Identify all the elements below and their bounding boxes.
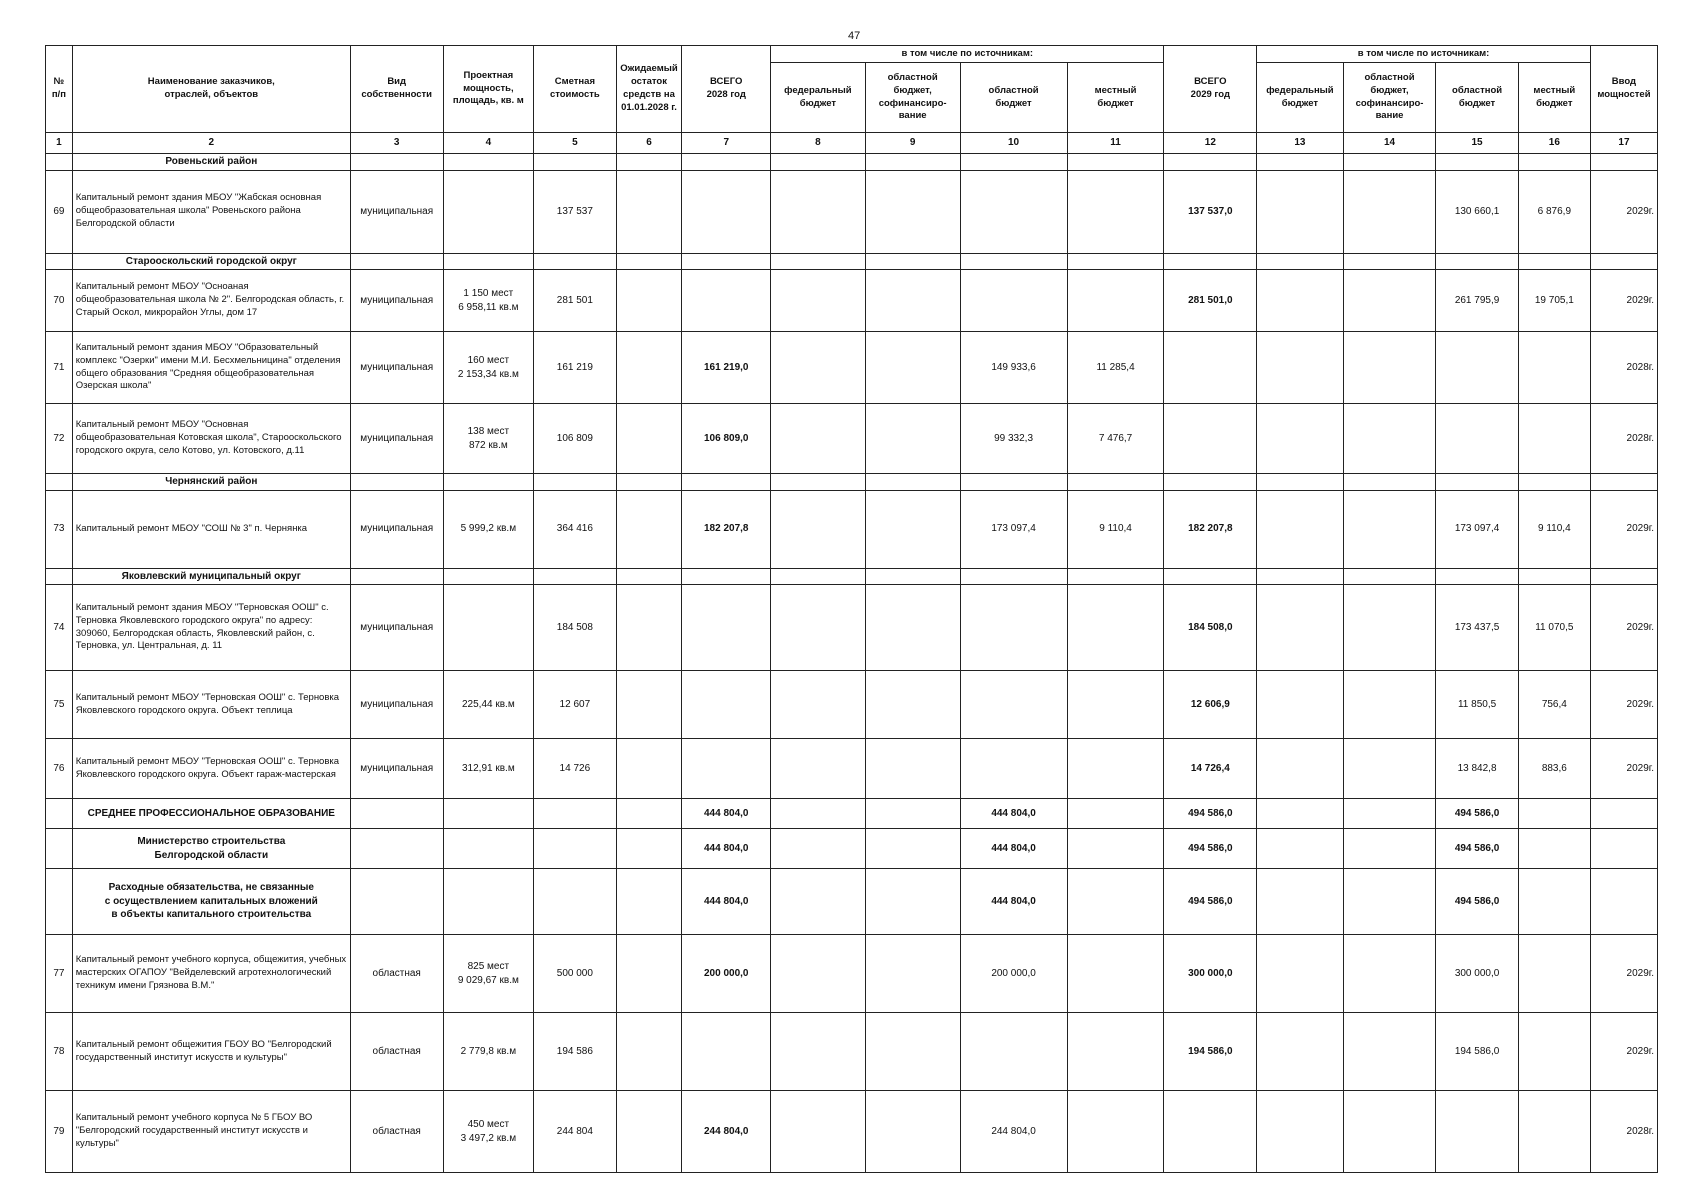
section-title: Яковлевский муниципальный округ [72, 568, 350, 585]
regional-2029: 130 660,1 [1436, 170, 1518, 253]
regional-cofin-2029 [1343, 935, 1436, 1013]
colnum-15: 15 [1436, 133, 1518, 154]
federal-2028 [771, 1091, 866, 1173]
header-regional-cofin-2029: областной бюджет, софинансиро- вание [1343, 63, 1436, 133]
local-2029 [1518, 935, 1590, 1013]
header-name: Наименование заказчиков, отраслей, объектов [72, 46, 350, 133]
summary-total-2029: 494 586,0 [1164, 869, 1257, 935]
commissioning-year: 2028г. [1590, 332, 1657, 404]
local-2028 [1067, 935, 1164, 1013]
object-name: Капитальный ремонт учебного корпуса № 5 ГБОУ ВО "Белгородский государственный институт искусств и культуры" [72, 1091, 350, 1173]
section-row [46, 253, 1658, 270]
estimate-cost: 244 804 [534, 1091, 616, 1173]
regional-cofin-2028 [865, 935, 960, 1013]
regional-2028: 173 097,4 [960, 490, 1067, 568]
summary-total-2029: 494 586,0 [1164, 829, 1257, 869]
summary-row-spo [46, 799, 1658, 829]
local-2028 [1067, 270, 1164, 332]
total-2028 [682, 739, 771, 799]
summary-row-expenses [46, 869, 1658, 935]
local-2028: 11 285,4 [1067, 332, 1164, 404]
commissioning-year: 2029г. [1590, 739, 1657, 799]
regional-2029 [1436, 332, 1518, 404]
estimate-cost: 364 416 [534, 490, 616, 568]
section-title: Ровеньский район [72, 154, 350, 171]
expected-balance [616, 490, 682, 568]
capacity [443, 170, 534, 253]
federal-2029 [1257, 270, 1344, 332]
header-ownership: Вид собственности [350, 46, 443, 133]
investment-table [45, 45, 1658, 1173]
total-2028: 106 809,0 [682, 404, 771, 474]
estimate-cost: 106 809 [534, 404, 616, 474]
ownership: муниципальная [350, 270, 443, 332]
regional-cofin-2029 [1343, 404, 1436, 474]
colnum-1: 1 [46, 133, 73, 154]
total-2029 [1164, 332, 1257, 404]
regional-2028 [960, 671, 1067, 739]
federal-2029 [1257, 739, 1344, 799]
table-row [46, 170, 1658, 253]
regional-2028: 149 933,6 [960, 332, 1067, 404]
local-2029: 6 876,9 [1518, 170, 1590, 253]
expected-balance [616, 170, 682, 253]
commissioning-year: 2029г. [1590, 270, 1657, 332]
estimate-cost: 500 000 [534, 935, 616, 1013]
regional-2029: 194 586,0 [1436, 1013, 1518, 1091]
regional-2028 [960, 270, 1067, 332]
ownership: муниципальная [350, 332, 443, 404]
expected-balance [616, 332, 682, 404]
colnum-17: 17 [1590, 133, 1657, 154]
object-name: Капитальный ремонт МБОУ "Осноаная общеобразовательная школа № 2". Белгородская область, г. Старый Оскол, микрорайон Углы, дом 17 [72, 270, 350, 332]
capacity: 312,91 кв.м [443, 739, 534, 799]
local-2028: 7 476,7 [1067, 404, 1164, 474]
local-2029 [1518, 1013, 1590, 1091]
estimate-cost: 137 537 [534, 170, 616, 253]
federal-2029 [1257, 1013, 1344, 1091]
regional-2028: 244 804,0 [960, 1091, 1067, 1173]
summary-regional-2029: 494 586,0 [1436, 829, 1518, 869]
local-2028 [1067, 170, 1164, 253]
object-name: Капитальный ремонт общежития ГБОУ ВО "Белгородский государственный институт искусств и культуры" [72, 1013, 350, 1091]
header-regional-2029: областной бюджет [1436, 63, 1518, 133]
regional-cofin-2028 [865, 739, 960, 799]
table-row [46, 1013, 1658, 1091]
federal-2029 [1257, 935, 1344, 1013]
local-2029 [1518, 1091, 1590, 1173]
table-row [46, 490, 1658, 568]
regional-cofin-2028 [865, 1091, 960, 1173]
colnum-13: 13 [1257, 133, 1344, 154]
federal-2029 [1257, 490, 1344, 568]
regional-2028: 99 332,3 [960, 404, 1067, 474]
object-name: Капитальный ремонт МБОУ "СОШ № 3" п. Чернянка [72, 490, 350, 568]
estimate-cost: 281 501 [534, 270, 616, 332]
expected-balance [616, 671, 682, 739]
commissioning-year: 2029г. [1590, 1013, 1657, 1091]
commissioning-year: 2029г. [1590, 585, 1657, 671]
federal-2028 [771, 404, 866, 474]
federal-2029 [1257, 332, 1344, 404]
regional-cofin-2028 [865, 1013, 960, 1091]
federal-2028 [771, 270, 866, 332]
federal-2028 [771, 332, 866, 404]
colnum-2: 2 [72, 133, 350, 154]
regional-2029: 13 842,8 [1436, 739, 1518, 799]
regional-cofin-2028 [865, 170, 960, 253]
local-2029: 9 110,4 [1518, 490, 1590, 568]
header-estimate: Сметная стоимость [534, 46, 616, 133]
regional-cofin-2028 [865, 671, 960, 739]
commissioning-year: 2029г. [1590, 671, 1657, 739]
capacity [443, 585, 534, 671]
regional-2028 [960, 585, 1067, 671]
local-2028 [1067, 585, 1164, 671]
federal-2029 [1257, 404, 1344, 474]
federal-2028 [771, 170, 866, 253]
object-name: Капитальный ремонт учебного корпуса, общежития, учебных мастерских ОГАПОУ "Вейделевский агротехнологический техникум имени Грязнова В.М." [72, 935, 350, 1013]
estimate-cost: 14 726 [534, 739, 616, 799]
row-number: 79 [46, 1091, 73, 1173]
total-2028 [682, 270, 771, 332]
ownership: областная [350, 1013, 443, 1091]
regional-cofin-2028 [865, 332, 960, 404]
colnum-11: 11 [1067, 133, 1164, 154]
expected-balance [616, 739, 682, 799]
total-2028: 182 207,8 [682, 490, 771, 568]
local-2028 [1067, 671, 1164, 739]
header-federal-2029: федеральный бюджет [1257, 63, 1344, 133]
row-number: 69 [46, 170, 73, 253]
regional-2028 [960, 739, 1067, 799]
capacity: 1 150 мест 6 958,11 кв.м [443, 270, 534, 332]
regional-cofin-2029 [1343, 585, 1436, 671]
federal-2028 [771, 935, 866, 1013]
row-number: 78 [46, 1013, 73, 1091]
total-2029: 300 000,0 [1164, 935, 1257, 1013]
colnum-16: 16 [1518, 133, 1590, 154]
column-numbers-row [46, 133, 1658, 154]
colnum-9: 9 [865, 133, 960, 154]
summary-total-2028: 444 804,0 [682, 829, 771, 869]
summary-total-2028: 444 804,0 [682, 799, 771, 829]
regional-cofin-2029 [1343, 270, 1436, 332]
total-2028: 244 804,0 [682, 1091, 771, 1173]
regional-cofin-2029 [1343, 490, 1436, 568]
total-2028 [682, 170, 771, 253]
local-2029 [1518, 404, 1590, 474]
federal-2029 [1257, 585, 1344, 671]
total-2029 [1164, 404, 1257, 474]
estimate-cost: 194 586 [534, 1013, 616, 1091]
local-2028 [1067, 739, 1164, 799]
capacity: 138 мест 872 кв.м [443, 404, 534, 474]
expected-balance [616, 270, 682, 332]
ownership: муниципальная [350, 585, 443, 671]
ownership: областная [350, 1091, 443, 1173]
capacity: 5 999,2 кв.м [443, 490, 534, 568]
colnum-3: 3 [350, 133, 443, 154]
expected-balance [616, 935, 682, 1013]
table-row [46, 1091, 1658, 1173]
total-2029: 12 606,9 [1164, 671, 1257, 739]
regional-2029: 173 097,4 [1436, 490, 1518, 568]
federal-2029 [1257, 1091, 1344, 1173]
object-name: Капитальный ремонт МБОУ "Терновская ООШ" с. Терновка Яковлевского городского округа. Объект теплица [72, 671, 350, 739]
header-commissioning: Ввод мощностей [1590, 46, 1657, 133]
row-number: 70 [46, 270, 73, 332]
capacity: 825 мест 9 029,67 кв.м [443, 935, 534, 1013]
header-total-2029: ВСЕГО 2029 год [1164, 46, 1257, 133]
table-row [46, 332, 1658, 404]
row-number: 74 [46, 585, 73, 671]
capacity: 160 мест 2 153,34 кв.м [443, 332, 534, 404]
section-row [46, 568, 1658, 585]
regional-2028: 200 000,0 [960, 935, 1067, 1013]
row-number: 75 [46, 671, 73, 739]
summary-regional-2028: 444 804,0 [960, 869, 1067, 935]
header-local-2028: местный бюджет [1067, 63, 1164, 133]
table-row [46, 935, 1658, 1013]
expected-balance [616, 1013, 682, 1091]
total-2029: 184 508,0 [1164, 585, 1257, 671]
ownership: муниципальная [350, 170, 443, 253]
row-number: 73 [46, 490, 73, 568]
header-expected: Ожидаемый остаток средств на 01.01.2028 г. [616, 46, 682, 133]
regional-cofin-2028 [865, 585, 960, 671]
federal-2029 [1257, 671, 1344, 739]
federal-2028 [771, 739, 866, 799]
local-2028 [1067, 1091, 1164, 1173]
commissioning-year: 2029г. [1590, 170, 1657, 253]
summary-total-2028: 444 804,0 [682, 869, 771, 935]
local-2029: 11 070,5 [1518, 585, 1590, 671]
header-num: № п/п [46, 46, 73, 133]
object-name: Капитальный ремонт здания МБОУ "Образовательный комплекс "Озерки" имени М.И. Бесхмельницина" отделения общего образования "Средняя общеобразовательная Озерская школа" [72, 332, 350, 404]
regional-cofin-2029 [1343, 332, 1436, 404]
total-2028: 200 000,0 [682, 935, 771, 1013]
ownership: муниципальная [350, 404, 443, 474]
local-2029: 756,4 [1518, 671, 1590, 739]
local-2029 [1518, 332, 1590, 404]
section-title: Старооскольский городской округ [72, 253, 350, 270]
summary-regional-2028: 444 804,0 [960, 829, 1067, 869]
section-row [46, 474, 1658, 491]
row-number: 71 [46, 332, 73, 404]
row-number: 72 [46, 404, 73, 474]
summary-title: СРЕДНЕЕ ПРОФЕССИОНАЛЬНОЕ ОБРАЗОВАНИЕ [72, 799, 350, 829]
commissioning-year: 2029г. [1590, 490, 1657, 568]
federal-2028 [771, 671, 866, 739]
colnum-5: 5 [534, 133, 616, 154]
object-name: Капитальный ремонт здания МБОУ "Терновская ООШ" с. Терновка Яковлевского городского округа" по адресу: 309060, Белгородская область, Яковлевский район, с. Терновка, ул. Центральная, д. 11 [72, 585, 350, 671]
total-2028: 161 219,0 [682, 332, 771, 404]
header-regional-2028: областной бюджет [960, 63, 1067, 133]
expected-balance [616, 404, 682, 474]
regional-cofin-2028 [865, 404, 960, 474]
object-name: Капитальный ремонт МБОУ "Основная общеобразовательная Котовская школа", Старооскольского городского округа, село Котово, ул. Котовского, д.11 [72, 404, 350, 474]
regional-cofin-2029 [1343, 1013, 1436, 1091]
section-title: Чернянский район [72, 474, 350, 491]
federal-2028 [771, 585, 866, 671]
regional-2029: 300 000,0 [1436, 935, 1518, 1013]
ownership: областная [350, 935, 443, 1013]
summary-regional-2029: 494 586,0 [1436, 799, 1518, 829]
header-capacity: Проектная мощность, площадь, кв. м [443, 46, 534, 133]
regional-2029: 173 437,5 [1436, 585, 1518, 671]
row-number: 77 [46, 935, 73, 1013]
regional-cofin-2029 [1343, 739, 1436, 799]
table-row [46, 270, 1658, 332]
table-row [46, 671, 1658, 739]
regional-2028 [960, 1013, 1067, 1091]
header-local-2029: местный бюджет [1518, 63, 1590, 133]
federal-2029 [1257, 170, 1344, 253]
regional-2029: 261 795,9 [1436, 270, 1518, 332]
regional-cofin-2029 [1343, 170, 1436, 253]
capacity: 450 мест 3 497,2 кв.м [443, 1091, 534, 1173]
federal-2028 [771, 490, 866, 568]
colnum-7: 7 [682, 133, 771, 154]
colnum-14: 14 [1343, 133, 1436, 154]
colnum-8: 8 [771, 133, 866, 154]
table-row [46, 585, 1658, 671]
summary-regional-2028: 444 804,0 [960, 799, 1067, 829]
total-2029: 194 586,0 [1164, 1013, 1257, 1091]
total-2029: 14 726,4 [1164, 739, 1257, 799]
section-row [46, 154, 1658, 171]
header-sources-2029: в том числе по источникам: [1257, 46, 1591, 63]
header-sources-2028: в том числе по источникам: [771, 46, 1164, 63]
header-total-2028: ВСЕГО 2028 год [682, 46, 771, 133]
regional-2029 [1436, 404, 1518, 474]
object-name: Капитальный ремонт здания МБОУ "Жабская основная общеобразовательная школа" Ровеньского района Белгородской области [72, 170, 350, 253]
regional-2028 [960, 170, 1067, 253]
header-regional-cofin-2028: областной бюджет, софинансиро- вание [865, 63, 960, 133]
row-number: 76 [46, 739, 73, 799]
local-2028 [1067, 1013, 1164, 1091]
regional-cofin-2029 [1343, 671, 1436, 739]
object-name: Капитальный ремонт МБОУ "Терновская ООШ" с. Терновка Яковлевского городского округа. Объект гараж-мастерская [72, 739, 350, 799]
regional-cofin-2028 [865, 490, 960, 568]
ownership: муниципальная [350, 739, 443, 799]
local-2028: 9 110,4 [1067, 490, 1164, 568]
header-federal-2028: федеральный бюджет [771, 63, 866, 133]
colnum-12: 12 [1164, 133, 1257, 154]
local-2029: 883,6 [1518, 739, 1590, 799]
total-2029: 182 207,8 [1164, 490, 1257, 568]
expected-balance [616, 1091, 682, 1173]
ownership: муниципальная [350, 490, 443, 568]
capacity: 225,44 кв.м [443, 671, 534, 739]
regional-cofin-2029 [1343, 1091, 1436, 1173]
estimate-cost: 184 508 [534, 585, 616, 671]
regional-2029 [1436, 1091, 1518, 1173]
capacity: 2 779,8 кв.м [443, 1013, 534, 1091]
estimate-cost: 12 607 [534, 671, 616, 739]
summary-regional-2029: 494 586,0 [1436, 869, 1518, 935]
summary-title: Министерство строительства Белгородской области [72, 829, 350, 869]
total-2028 [682, 585, 771, 671]
header-row-1 [46, 46, 1658, 63]
regional-2029: 11 850,5 [1436, 671, 1518, 739]
page-number: 47 [848, 30, 861, 42]
table-row [46, 739, 1658, 799]
local-2029: 19 705,1 [1518, 270, 1590, 332]
summary-row-ministry [46, 829, 1658, 869]
colnum-10: 10 [960, 133, 1067, 154]
total-2029: 281 501,0 [1164, 270, 1257, 332]
estimate-cost: 161 219 [534, 332, 616, 404]
colnum-6: 6 [616, 133, 682, 154]
commissioning-year: 2029г. [1590, 935, 1657, 1013]
total-2028 [682, 1013, 771, 1091]
commissioning-year: 2028г. [1590, 1091, 1657, 1173]
regional-cofin-2028 [865, 270, 960, 332]
expected-balance [616, 585, 682, 671]
table-row [46, 404, 1658, 474]
summary-title: Расходные обязательства, не связанные с осуществлением капитальных вложений в объекты капитального строительства [72, 869, 350, 935]
commissioning-year: 2028г. [1590, 404, 1657, 474]
federal-2028 [771, 1013, 866, 1091]
colnum-4: 4 [443, 133, 534, 154]
total-2029: 137 537,0 [1164, 170, 1257, 253]
summary-total-2029: 494 586,0 [1164, 799, 1257, 829]
total-2028 [682, 671, 771, 739]
total-2029 [1164, 1091, 1257, 1173]
ownership: муниципальная [350, 671, 443, 739]
